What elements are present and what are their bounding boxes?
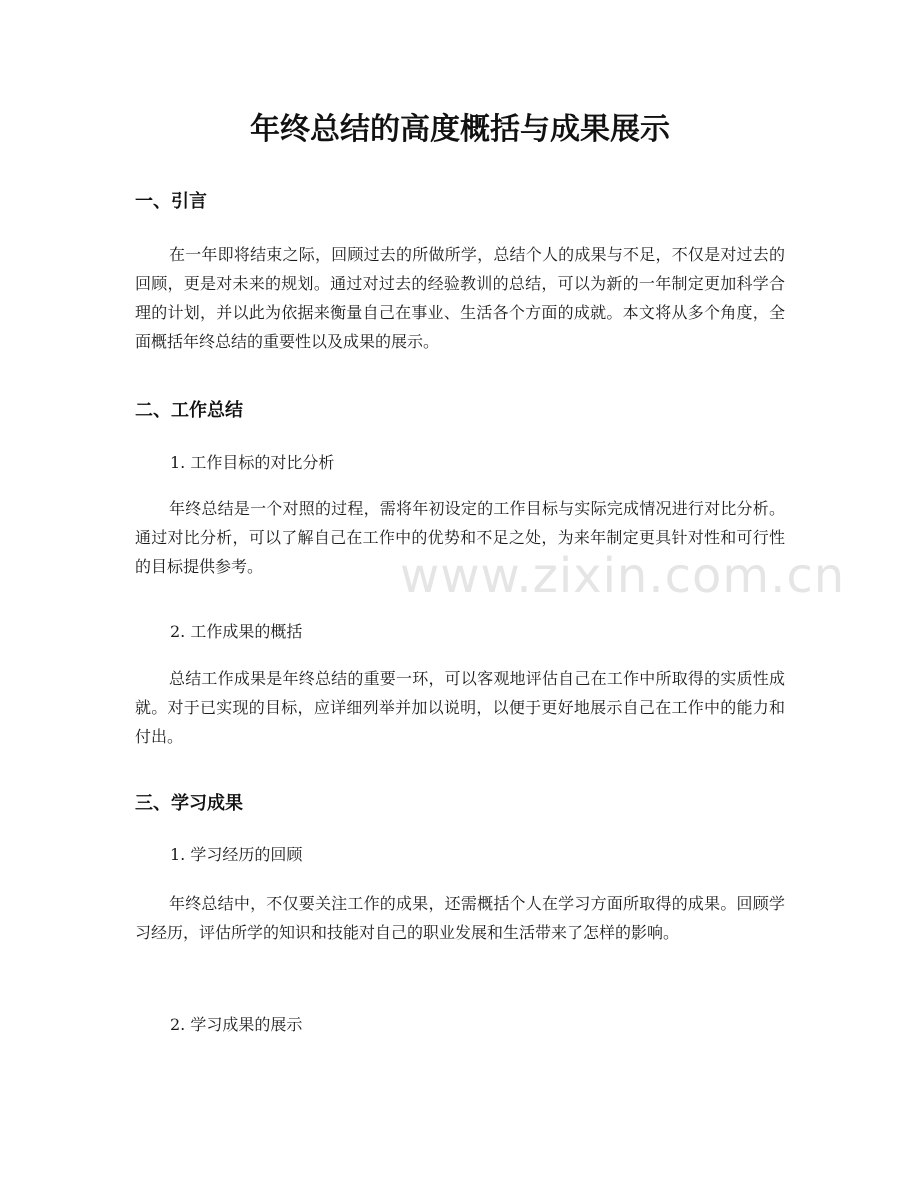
section-heading-introduction: 一、引言 xyxy=(135,191,207,212)
paragraph-work-goal-comparison: 年终总结是一个对照的过程，需将年初设定的工作目标与实际完成情况进行对比分析。通过对比分析，可以了解自己在工作中的优势和不足之处，为来年制定更具针对性和可行性的目标提供参考。 xyxy=(135,499,785,576)
paragraph-introduction: 在一年即将结束之际，回顾过去的所做所学，总结个人的成果与不足，不仅是对过去的回顾，更是对未来的规划。通过对过去的经验教训的总结，可以为新的一年制定更加科学合理的计划，并以此为依据来衡量自己在事业、生活各个方面的成就。本文将从多个角度，全面概括年终总结的重要性以及成果的展示。 xyxy=(135,245,785,351)
subheading-work-goal-comparison: 1. 工作目标的对比分析 xyxy=(170,453,335,472)
subheading-learning-review: 1. 学习经历的回顾 xyxy=(170,845,303,864)
subheading-work-results: 2. 工作成果的概括 xyxy=(170,622,303,641)
page-title: 年终总结的高度概括与成果展示 xyxy=(250,112,670,147)
paragraph-work-results: 总结工作成果是年终总结的重要一环，可以客观地评估自己在工作中所取得的实质性成就。对于已实现的目标，应详细列举并加以说明，以便于更好地展示自己在工作中的能力和付出。 xyxy=(135,669,785,746)
subheading-learning-showcase: 2. 学习成果的展示 xyxy=(170,1015,303,1034)
section-heading-work-summary: 二、工作总结 xyxy=(135,400,243,421)
section-heading-learning-results: 三、学习成果 xyxy=(135,793,243,814)
watermark: www.zixin.com.cn xyxy=(400,548,846,604)
paragraph-learning-review: 年终总结中，不仅要关注工作的成果，还需概括个人在学习方面所取得的成果。回顾学习经历，评估所学的知识和技能对自己的职业发展和生活带来了怎样的影响。 xyxy=(135,894,785,942)
